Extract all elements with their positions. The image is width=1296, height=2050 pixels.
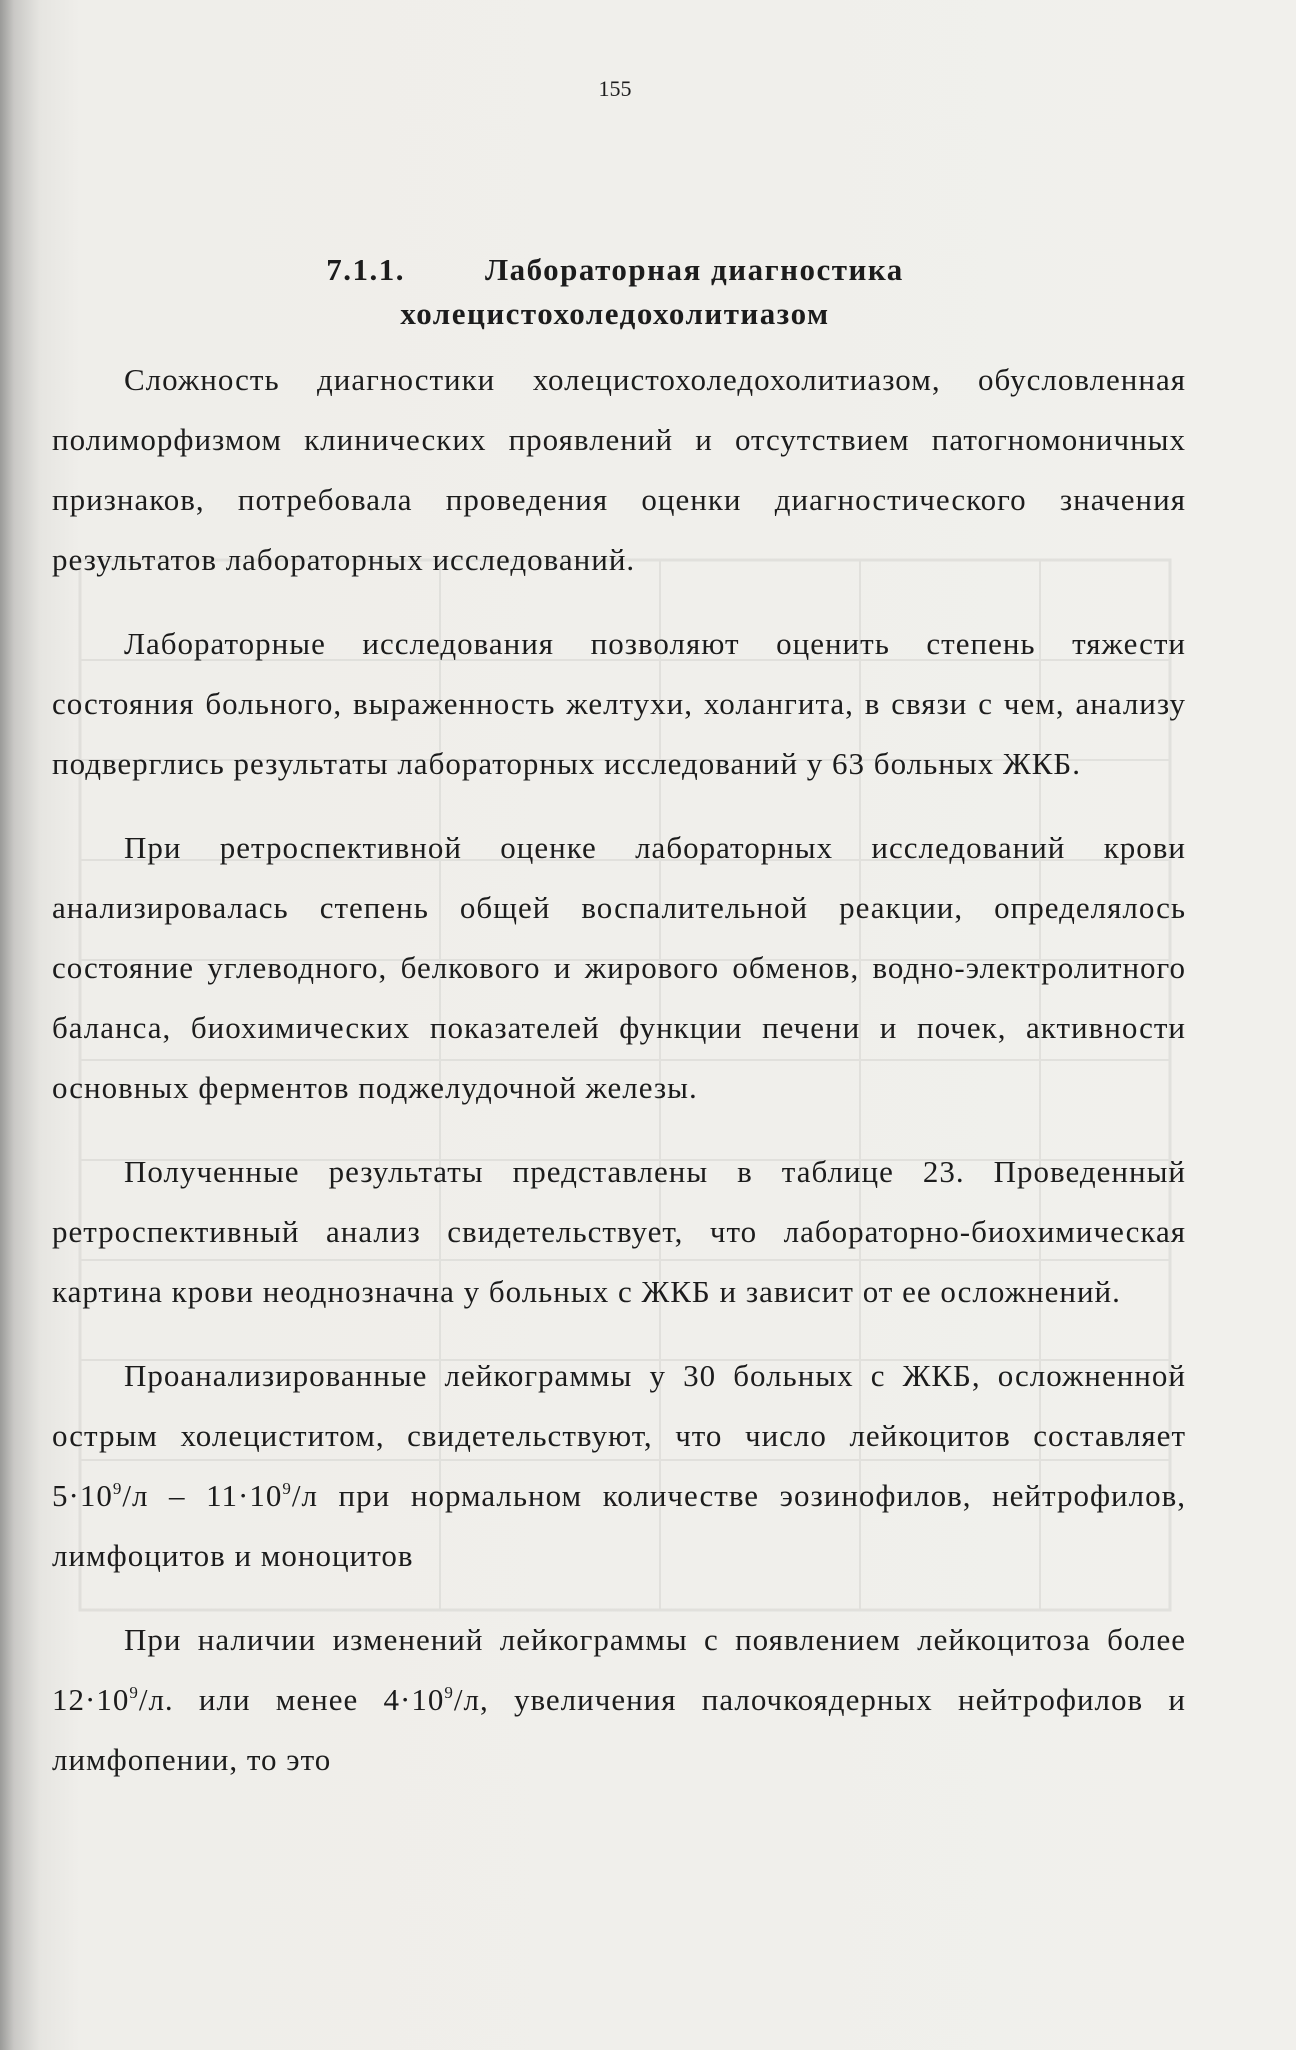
- paragraph-6-part-c: /л, увеличения палочкоядерных нейтрофилов и лимфопении, то это: [52, 1682, 1186, 1777]
- body-text: [52, 350, 1186, 1790]
- page-number: 155: [598, 76, 632, 101]
- section-title-line1: Лабораторная диагностика: [484, 252, 904, 287]
- paragraph-5-part-b: /л – 11·10: [122, 1478, 283, 1513]
- paragraph-6-part-b: /л. или менее 4·10: [138, 1682, 445, 1717]
- section-number: 7.1.1.: [326, 252, 405, 287]
- exponent: 9: [444, 1683, 454, 1702]
- exponent: 9: [282, 1479, 292, 1498]
- section-title-line2: холецистохоледохолитиазом: [400, 296, 830, 331]
- paragraph-5: [52, 1346, 1186, 1586]
- paragraph-1: Сложность диагностики холецистохоледохолитиазом, обусловленная полиморфизмом клинических проявлений и отсутствием патогномоничных признаков, потребовала проведения оценки диагностического значения результатов лабораторных исследований.: [52, 362, 1186, 577]
- paragraph-4: Полученные результаты представлены в таблице 23. Проведенный ретроспективный анализ свидетельствует, что лабораторно-биохимическая картина крови неоднозначна у больных с ЖКБ и зависит от ее осложнений.: [52, 1154, 1186, 1309]
- paragraph-2: Лабораторные исследования позволяют оценить степень тяжести состояния больного, выраженность желтухи, холангита, в связи с чем, анализу подверглись результаты лабораторных исследований у 63 больных ЖКБ.: [52, 626, 1186, 781]
- paragraph-5-part-c: /л при нормальном количестве эозинофилов, нейтрофилов, лимфоцитов и моноцитов: [52, 1478, 1186, 1573]
- exponent: 9: [112, 1479, 123, 1498]
- paragraph-6-part-a: При наличии изменений лейкограммы с появлением лейкоцитоза более 12·10: [52, 1622, 1186, 1717]
- paragraph-6: [52, 1610, 1186, 1790]
- section-heading-line1: [0, 248, 1230, 292]
- exponent: 9: [129, 1683, 139, 1702]
- paragraph-5-part-a: Проанализированные лейкограммы у 30 больных с ЖКБ, осложненной острым холециститом, свидетельствуют, что число лейкоцитов составляет 5·10: [52, 1358, 1186, 1513]
- section-heading: [0, 248, 1230, 336]
- paragraph-3: При ретроспективной оценке лабораторных исследований крови анализировалась степень общей воспалительной реакции, определялось состояние углеводного, белкового и жирового обменов, водно-электролитного баланса, биохимических показателей функции печени и почек, активности основных ферментов поджелудочной железы.: [52, 830, 1186, 1105]
